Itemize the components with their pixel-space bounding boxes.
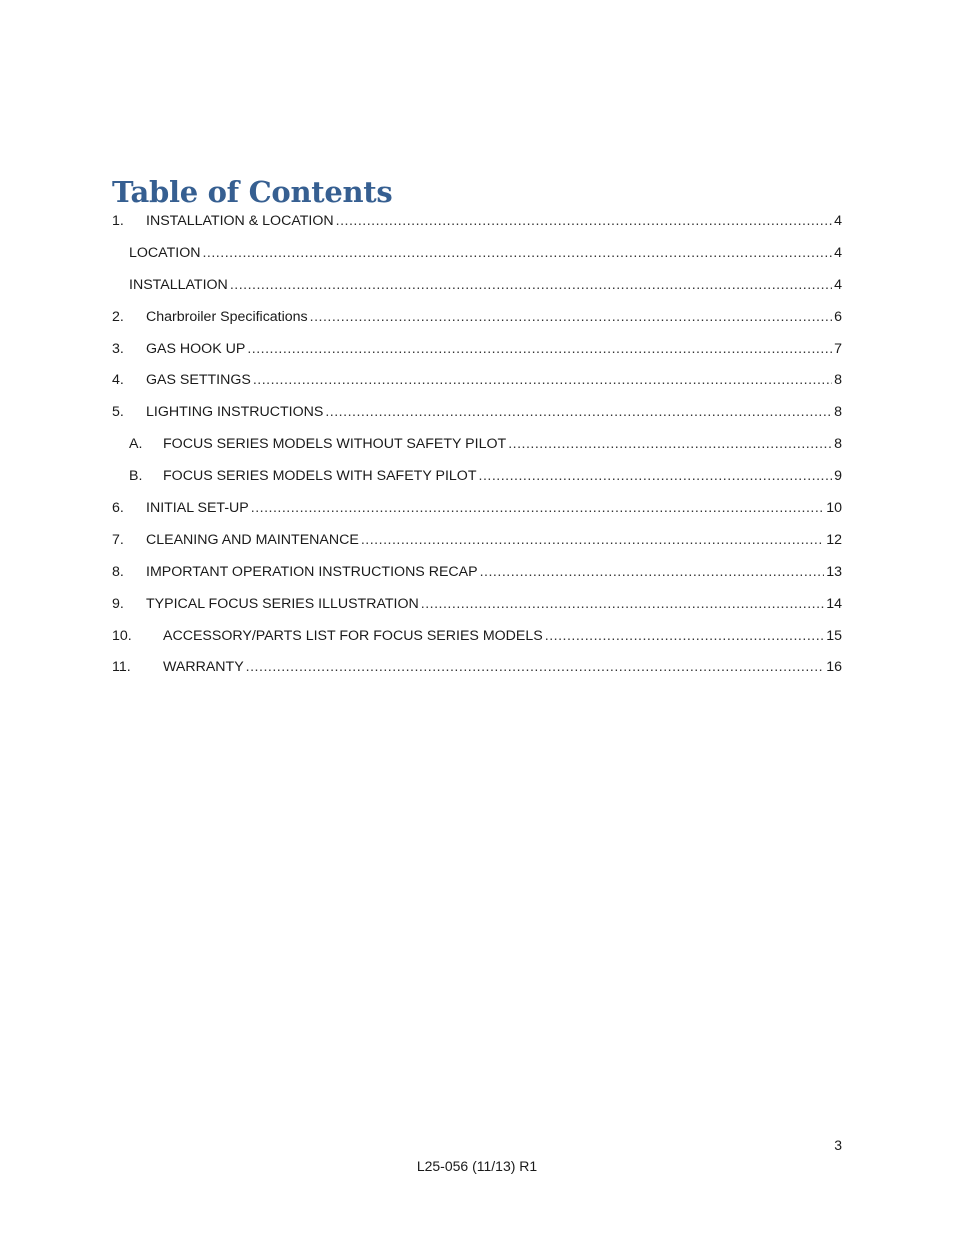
toc-entry-page: 4 [834,213,842,229]
toc-entry[interactable] [112,591,842,623]
toc-entry-number: 8. [112,563,124,580]
toc-entry-page: 14 [826,595,842,612]
toc-dot-leader [251,495,824,521]
toc-entry[interactable] [112,559,842,591]
toc-entry-text: FOCUS SERIES MODELS WITH SAFETY PILOT [163,468,477,485]
toc-dot-leader [310,304,832,330]
toc-entry-text: INSTALLATION [129,276,228,293]
toc-entry-text: CLEANING AND MAINTENANCE [146,531,359,548]
toc-entry[interactable] [112,623,842,655]
toc-entry[interactable] [112,654,842,686]
toc-entry-text: LOCATION [129,244,201,261]
toc-dot-leader [247,336,832,362]
toc-entry-text: GAS HOOK UP [146,340,246,357]
toc-entry[interactable] [112,336,842,368]
toc-entry-text: WARRANTY [163,659,244,676]
toc-entry-number: B. [129,468,143,485]
toc-entry-page: 8 [834,404,842,421]
toc-entry-page: 9 [834,468,842,485]
toc-dot-leader [361,527,824,553]
toc-entry-number: 6. [112,500,124,517]
toc-dot-leader [253,367,832,393]
toc-entry[interactable] [112,304,842,336]
toc-entry-text: Charbroiler Specifications [146,308,308,325]
toc-entry-number: 10. [112,627,132,644]
toc-entry[interactable] [112,272,842,304]
toc-entry-number: 4. [112,372,124,389]
toc-title: Table of Contents [112,175,393,209]
toc-dot-leader [202,240,832,266]
toc-dot-leader [545,623,824,649]
toc-entry-page: 8 [834,436,842,453]
toc-entry-page: 6 [834,308,842,325]
toc-entry-number: 9. [112,595,124,612]
toc-entry[interactable] [112,240,842,272]
toc-dot-leader [479,463,833,489]
toc-entry-number: 1. [112,213,124,229]
toc-entry-page: 13 [826,563,842,580]
toc-entry[interactable] [112,208,842,240]
toc-dot-leader [508,431,832,457]
toc-entry-text: FOCUS SERIES MODELS WITHOUT SAFETY PILOT [163,436,507,453]
toc-entry[interactable] [112,495,842,527]
toc-entry-text: INITIAL SET-UP [146,500,249,517]
toc-dot-leader [336,208,832,234]
toc-entry[interactable] [112,399,842,431]
toc-entry-number: 11. [112,659,131,676]
toc-dot-leader [246,654,825,680]
toc-entry-text: INSTALLATION & LOCATION [146,213,334,229]
toc-entry-number: 5. [112,404,124,421]
toc-entry-number: A. [129,436,143,453]
toc-entry[interactable] [112,463,842,495]
toc-entry-page: 16 [826,659,842,676]
toc-dot-leader [325,399,832,425]
toc-dot-leader [480,559,825,585]
page-number: 3 [834,1137,842,1153]
toc-list [112,208,842,686]
toc-dot-leader [421,591,824,617]
toc-entry-page: 8 [834,372,842,389]
toc-entry-page: 4 [834,276,842,293]
toc-entry-text: GAS SETTINGS [146,372,251,389]
toc-entry-number: 3. [112,340,124,357]
toc-entry-text: ACCESSORY/PARTS LIST FOR FOCUS SERIES MODELS [163,627,543,644]
toc-entry-page: 4 [834,244,842,261]
toc-entry-number: 7. [112,531,124,548]
toc-entry[interactable] [112,431,842,463]
toc-entry-page: 15 [826,627,842,644]
toc-entry-page: 12 [826,531,842,548]
toc-entry-page: 7 [834,340,842,357]
toc-entry-text: IMPORTANT OPERATION INSTRUCTIONS RECAP [146,563,478,580]
document-code: L25-056 (11/13) R1 [416,1158,538,1174]
toc-entry-text: LIGHTING INSTRUCTIONS [146,404,324,421]
toc-entry[interactable] [112,527,842,559]
toc-entry-number: 2. [112,308,124,325]
toc-entry-page: 10 [826,500,842,517]
toc-entry-text: TYPICAL FOCUS SERIES ILLUSTRATION [146,595,419,612]
toc-dot-leader [230,272,832,298]
toc-entry[interactable] [112,367,842,399]
